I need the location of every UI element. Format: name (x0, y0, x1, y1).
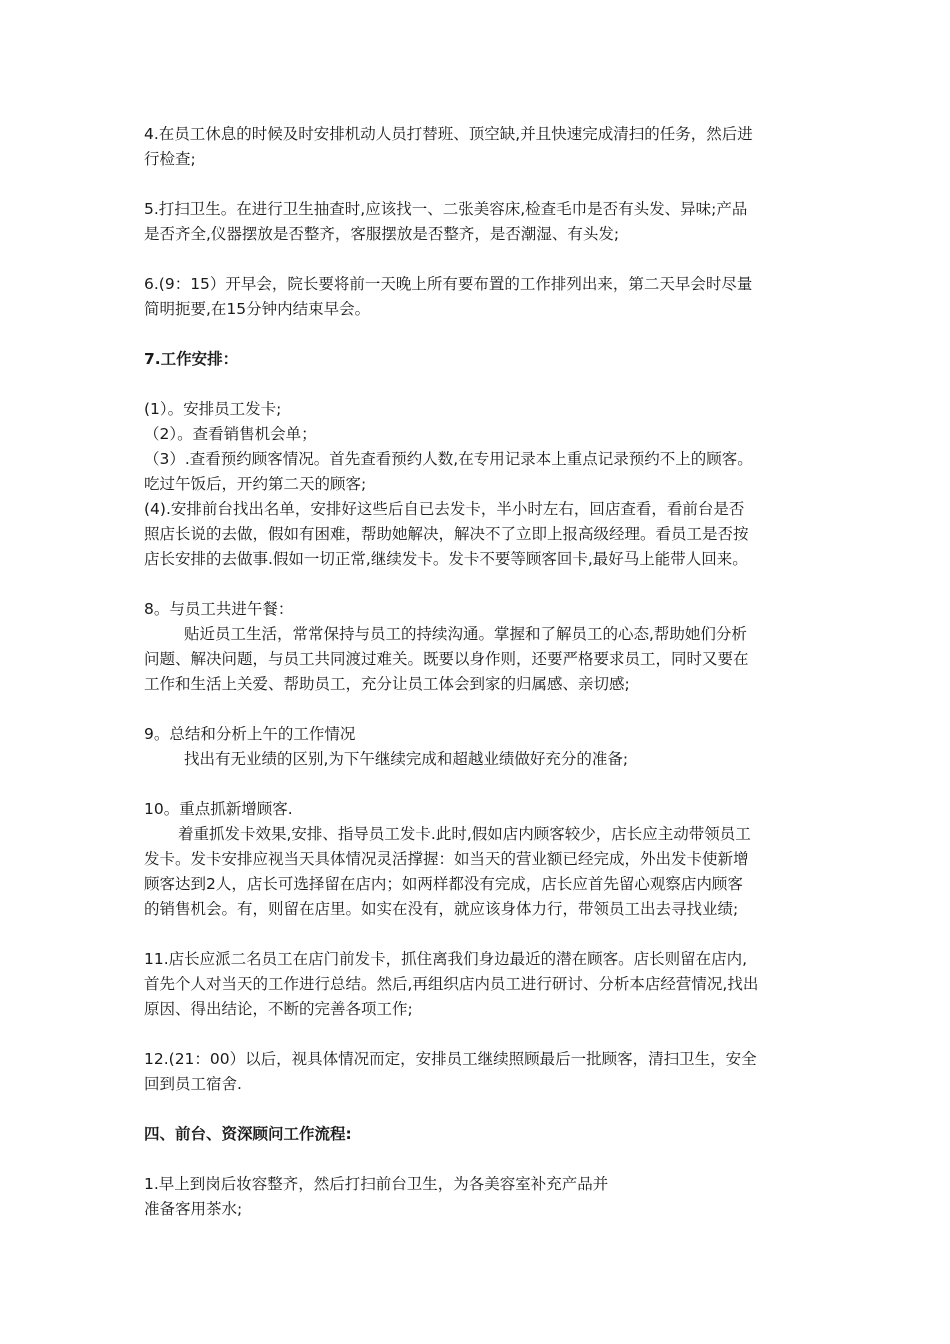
paragraph-8 (144, 597, 816, 697)
paragraph-9 (144, 722, 816, 772)
paragraph-line: 行检查; (144, 150, 196, 168)
paragraph-line: 是否齐全,仪器摆放是否整齐，客服摆放是否整齐，是否潮湿、有头发; (144, 225, 620, 243)
paragraph-4 (144, 122, 816, 172)
paragraph-line: 找出有无业绩的区别,为下午继续完成和超越业绩做好充分的准备; (184, 750, 629, 768)
paragraph-line: 发卡。发卡安排应视当天具体情况灵活撑握：如当天的营业额已经完成，外出发卡使新增 (144, 850, 749, 868)
paragraph-line: 的销售机会。有，则留在店里。如实在没有，就应该身体力行，带领员工出去寻找业绩; (144, 900, 739, 918)
list-item: 店长安排的去做事.假如一切正常,继续发卡。发卡不要等顾客回卡,最好马上能带人回来。 (144, 550, 748, 568)
paragraph-line: 着重抓发卡效果,安排、指导员工发卡.此时,假如店内顾客较少，店长应主动带领员工 (178, 825, 751, 843)
list-item: 照店长说的去做，假如有困难，帮助她解决，解决不了立即上报高级经理。看员工是否按 (144, 525, 749, 543)
paragraph-12 (144, 1047, 816, 1097)
paragraph-line: 11.店长应派二名员工在店门前发卡，抓住离我们身边最近的潜在顾客。店长则留在店内, (144, 950, 748, 968)
list-item: （3）.查看预约顾客情况。首先查看预约人数,在专用记录本上重点记录预约不上的顾客。 (144, 450, 753, 468)
paragraph-line: 贴近员工生活，常常保持与员工的持续沟通。掌握和了解员工的心态,帮助她们分析 (184, 625, 747, 643)
paragraph-6 (144, 272, 816, 322)
list-item: 吃过午饭后，开约第二天的顾客; (144, 475, 367, 493)
section-4 (144, 1122, 816, 1147)
document-page (144, 122, 816, 1222)
section-heading: 7.工作安排： (144, 350, 239, 368)
section-heading: 9。总结和分析上午的工作情况 (144, 725, 356, 743)
paragraph-5 (144, 197, 816, 247)
paragraph-10 (144, 797, 816, 922)
list-item: （2）。查看销售机会单； (144, 425, 317, 443)
section-heading: 8。与员工共进午餐： (144, 600, 294, 618)
section-heading: 10。重点抓新增顾客. (144, 800, 293, 818)
paragraph-line: 4.在员工休息的时候及时安排机动人员打替班、顶空缺,并且快速完成清扫的任务，然后进 (144, 125, 753, 143)
paragraph-line: 12.(21：00）以后，视具体情况而定，安排员工继续照顾最后一批顾客，清扫卫生，安全 (144, 1050, 757, 1068)
paragraph-line: 简明扼要,在15分钟内结束早会。 (144, 300, 371, 318)
section-work-arrangement (144, 347, 816, 372)
section-heading: 四、前台、资深顾问工作流程: (144, 1125, 352, 1143)
work-arrangement-list (144, 397, 816, 572)
paragraph-11 (144, 947, 816, 1022)
paragraph-line: 1.早上到岗后妆容整齐，然后打扫前台卫生，为各美容室补充产品并 (144, 1175, 609, 1193)
paragraph-line: 问题、解决问题，与员工共同渡过难关。既要以身作则，还要严格要求员工，同时又要在 (144, 650, 749, 668)
list-item: (4).安排前台找出名单，安排好这些后自已去发卡，半小时左右，回店查看，看前台是否 (144, 500, 745, 518)
paragraph-line: 顾客达到2人，店长可选择留在店内；如两样都没有完成，店长应首先留心观察店内顾客 (144, 875, 743, 893)
paragraph-line: 原因、得出结论，不断的完善各项工作; (144, 1000, 413, 1018)
paragraph-line: 首先个人对当天的工作进行总结。然后,再组织店内员工进行研讨、分析本店经营情况,找出 (144, 975, 759, 993)
paragraph-line: 6.(9：15）开早会，院长要将前一天晚上所有要布置的工作排列出来，第二天早会时尽量 (144, 275, 753, 293)
paragraph-line: 准备客用茶水; (144, 1200, 243, 1218)
paragraph-line: 5.打扫卫生。在进行卫生抽查时,应该找一、二张美容床,检查毛巾是否有头发、异味;产品 (144, 200, 748, 218)
paragraph-line: 回到员工宿舍. (144, 1075, 242, 1093)
section-4-paragraph-1 (144, 1172, 816, 1222)
list-item: (1）。安排员工发卡; (144, 400, 282, 418)
paragraph-line: 工作和生活上关爱、帮助员工，充分让员工体会到家的归属感、亲切感; (144, 675, 630, 693)
